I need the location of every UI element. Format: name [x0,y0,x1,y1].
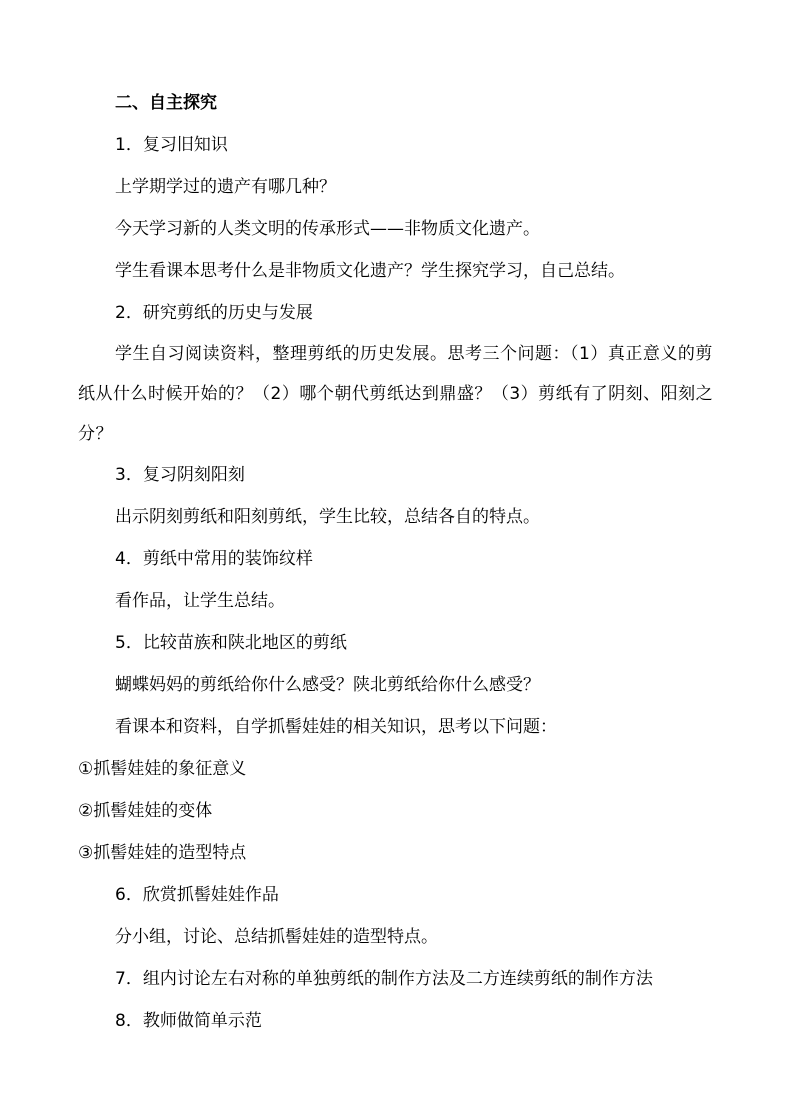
list-item-shape-features: ③抓髻娃娃的造型特点 [78,843,247,863]
paragraph-three-questions: 学生自习阅读资料，整理剪纸的历史发展。思考三个问题：（1）真正意义的剪纸从什么时候开始的？（2）哪个朝代剪纸达到鼎盛？（3）剪纸有了阴刻、阳刻之分？ [78,344,714,444]
paragraph-group-discussion: 分小组，讨论、总结抓髻娃娃的造型特点。 [115,927,438,947]
step-heading-3: 3．复习阴刻阳刻 [115,465,245,485]
paragraph-view-works: 看作品，让学生总结。 [115,591,285,611]
step-heading-6: 6．欣赏抓髻娃娃作品 [115,885,279,905]
step-heading-4: 4．剪纸中常用的装饰纹样 [115,549,313,569]
paragraph-intangible-heritage-intro: 今天学习新的人类文明的传承形式——非物质文化遗产。 [115,219,540,239]
step-heading-5: 5．比较苗族和陕北地区的剪纸 [115,633,347,653]
paragraph-butterfly-mother: 蝴蝶妈妈的剪纸给你什么感受？陕北剪纸给你什么感受？ [115,675,540,695]
paragraph-student-study: 学生看课本思考什么是非物质文化遗产？学生探究学习，自己总结。 [115,261,625,281]
paragraph-self-study: 看课本和资料，自学抓髻娃娃的相关知识，思考以下问题： [115,717,557,737]
document-body [78,82,718,1042]
list-item-symbolic-meaning: ①抓髻娃娃的象征意义 [78,759,247,779]
step-heading-8: 8．教师做简单示范 [115,1011,262,1031]
step-heading-1: 1．复习旧知识 [115,135,228,155]
list-item-variants: ②抓髻娃娃的变体 [78,801,213,821]
section-heading: 二、自主探究 [115,93,217,113]
paragraph-previous-heritage-question: 上学期学过的遗产有哪几种？ [115,177,336,197]
step-heading-2: 2．研究剪纸的历史与发展 [115,303,313,323]
step-heading-7: 7．组内讨论左右对称的单独剪纸的制作方法及二方连续剪纸的制作方法 [115,969,653,989]
paragraph-compare-carving: 出示阴刻剪纸和阳刻剪纸，学生比较，总结各自的特点。 [115,507,540,527]
